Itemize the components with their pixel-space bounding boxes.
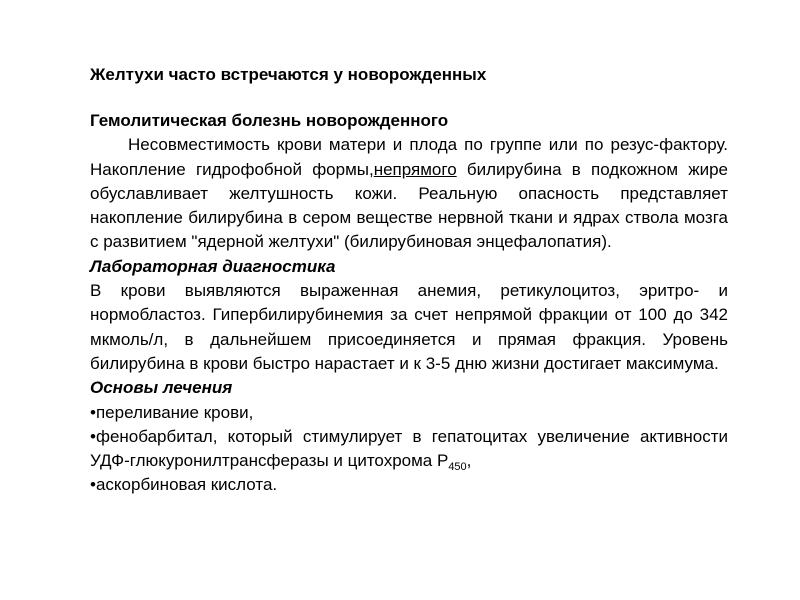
subscript-450: 450	[448, 461, 467, 474]
section-heading-lab-diagnostics: Лабораторная диагностика	[90, 256, 336, 276]
slide-content	[90, 109, 728, 498]
treatment-item-text: фенобарбитал, который стимулирует в гепатоцитах увеличение активности УДФ-глюкуронилтрансферазы и цитохрома Р	[90, 426, 728, 471]
treatment-item-1	[90, 401, 728, 425]
treatment-item-2	[90, 425, 728, 474]
section-heading-hemolytic-disease: Гемолитическая болезнь новорожденного	[90, 111, 449, 130]
bullet-marker: •	[90, 426, 96, 446]
bullet-marker: •	[90, 475, 96, 495]
treatment-item-suffix: ,	[466, 451, 472, 471]
slide-title: Желтухи часто встречаются у новорожденных	[90, 65, 487, 84]
paragraph-hemolytic-disease	[90, 133, 728, 254]
paragraph-text-part1: Несовместимость крови матери и плода по группе или по резус-фактору. Накопление гидрофобной формы,	[90, 135, 728, 179]
underlined-term: непрямого	[373, 159, 457, 179]
treatment-item-text: аскорбиновая кислота.	[95, 475, 278, 495]
section-heading-treatment: Основы лечения	[90, 378, 233, 398]
treatment-item-text: переливание крови,	[95, 402, 254, 422]
treatment-item-3	[90, 473, 728, 497]
bullet-marker: •	[90, 402, 96, 422]
paragraph-text-part2: билирубина в подкожном жире обуславливает желтушность кожи. Реальную опасность представляет накопление билирубина в сером веществе нервной ткани и ядрах ствола мозга с развитием "ядерной желтухи" (билирубиновая энцефалопатия).	[90, 159, 728, 252]
paragraph-lab-diagnostics: В крови выявляются выраженная анемия, ретикулоцитоз, эритро- и нормобластоз. Гипербилирубинемия за счет непрямой фракции от 100 до 342 мкмоль/л, в дальнейшем присоединяется и прямая фракция. Уровень билирубина в крови быстро нарастает и к 3-5 дню жизни достигает максимума.	[90, 281, 728, 373]
